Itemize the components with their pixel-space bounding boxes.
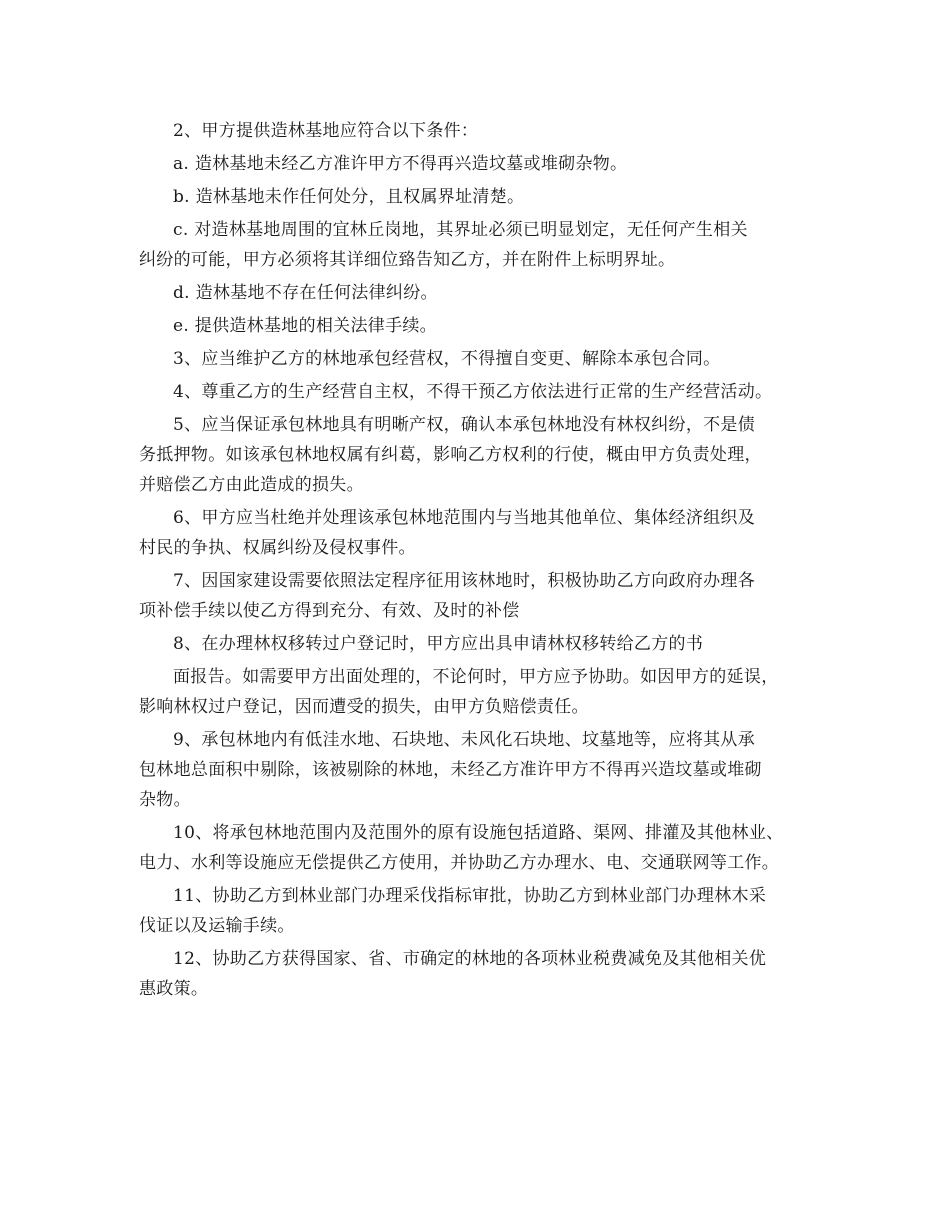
text-line: 杂物。	[139, 790, 191, 810]
text-line: 惠政策。	[139, 979, 209, 999]
paragraph-a	[139, 149, 819, 179]
paragraph-2	[139, 116, 819, 146]
text-line: 电力、水利等设施应无偿提供乙方使用，并协助乙方办理水、电、交通联网等工作。	[139, 853, 780, 873]
paragraph-d	[139, 278, 819, 308]
text-line: 10、将承包林地范围内及范围外的原有设施包括道路、渠网、排灌及其他林业、	[173, 823, 784, 843]
paragraph-e	[139, 311, 819, 341]
text-line: e. 提供造林基地的相关法律手续。	[173, 316, 437, 336]
document-body	[139, 116, 819, 1007]
paragraph-9	[139, 725, 819, 815]
text-line: d. 造林基地不存在任何法律纠纷。	[173, 283, 438, 303]
paragraph-8-continued	[139, 662, 819, 722]
text-line: 11、协助乙方到林业部门办理采伐指标审批，协助乙方到林业部门办理林木采	[173, 886, 767, 906]
text-line: 5、应当保证承包林地具有明晰产权，确认本承包林地没有林权纠纷，不是债	[173, 415, 756, 435]
text-line: 4、尊重乙方的生产经营自主权，不得干预乙方依法进行正常的生产经营活动。	[173, 382, 773, 402]
paragraph-4	[139, 377, 819, 407]
text-line: 2、甲方提供造林基地应符合以下条件：	[173, 121, 479, 141]
text-line: 7、因国家建设需要依照法定程序征用该林地时，积极协助乙方向政府办理各	[173, 571, 756, 591]
text-line: c. 对造林基地周围的宜林丘岗地，其界址必须已明显划定，无任何产生相关	[173, 220, 748, 240]
paragraph-3	[139, 344, 819, 374]
paragraph-8	[139, 629, 819, 659]
text-line: 包林地总面积中剔除，该被剔除的林地，未经乙方准许甲方不得再兴造坟墓或堆砌	[139, 760, 762, 780]
text-line: b. 造林基地未作任何处分，且权属界址清楚。	[173, 187, 525, 207]
text-line: a. 造林基地未经乙方准许甲方不得再兴造坟墓或堆砌杂物。	[173, 154, 628, 174]
text-line: 8、在办理林权移转过户登记时，甲方应出具申请林权移转给乙方的书	[173, 634, 704, 654]
text-line: 务抵押物。如该承包林地权属有纠葛，影响乙方权利的行使，概由甲方负责处理，	[139, 445, 762, 465]
text-line: 并赔偿乙方由此造成的损失。	[139, 475, 364, 495]
paragraph-6	[139, 503, 819, 563]
text-line: 影响林权过户登记，因而遭受的损失，由甲方负赔偿责任。	[139, 697, 589, 717]
paragraph-c	[139, 215, 819, 275]
text-line: 面报告。如需要甲方出面处理的，不论何时，甲方应予协助。如因甲方的延误，	[173, 667, 779, 687]
text-line: 9、承包林地内有低洼水地、石块地、未风化石块地、坟墓地等，应将其从承	[173, 730, 756, 750]
paragraph-7	[139, 566, 819, 626]
text-line: 6、甲方应当杜绝并处理该承包林地范围内与当地其他单位、集体经济组织及	[173, 508, 756, 528]
text-line: 伐证以及运输手续。	[139, 916, 295, 936]
paragraph-b	[139, 182, 819, 212]
paragraph-12	[139, 944, 819, 1004]
text-line: 村民的争执、权属纠纷及侵权事件。	[139, 538, 416, 558]
text-line: 项补偿手续以使乙方得到充分、有效、及时的补偿	[139, 601, 520, 621]
text-line: 纠纷的可能，甲方必须将其详细位臵告知乙方，并在附件上标明界址。	[139, 250, 676, 270]
text-line: 12、协助乙方获得国家、省、市确定的林地的各项林业税费减免及其他相关优	[173, 949, 767, 969]
paragraph-10	[139, 818, 819, 878]
paragraph-5	[139, 410, 819, 500]
paragraph-11	[139, 881, 819, 941]
text-line: 3、应当维护乙方的林地承包经营权，不得擅自变更、解除本承包合同。	[173, 349, 721, 369]
